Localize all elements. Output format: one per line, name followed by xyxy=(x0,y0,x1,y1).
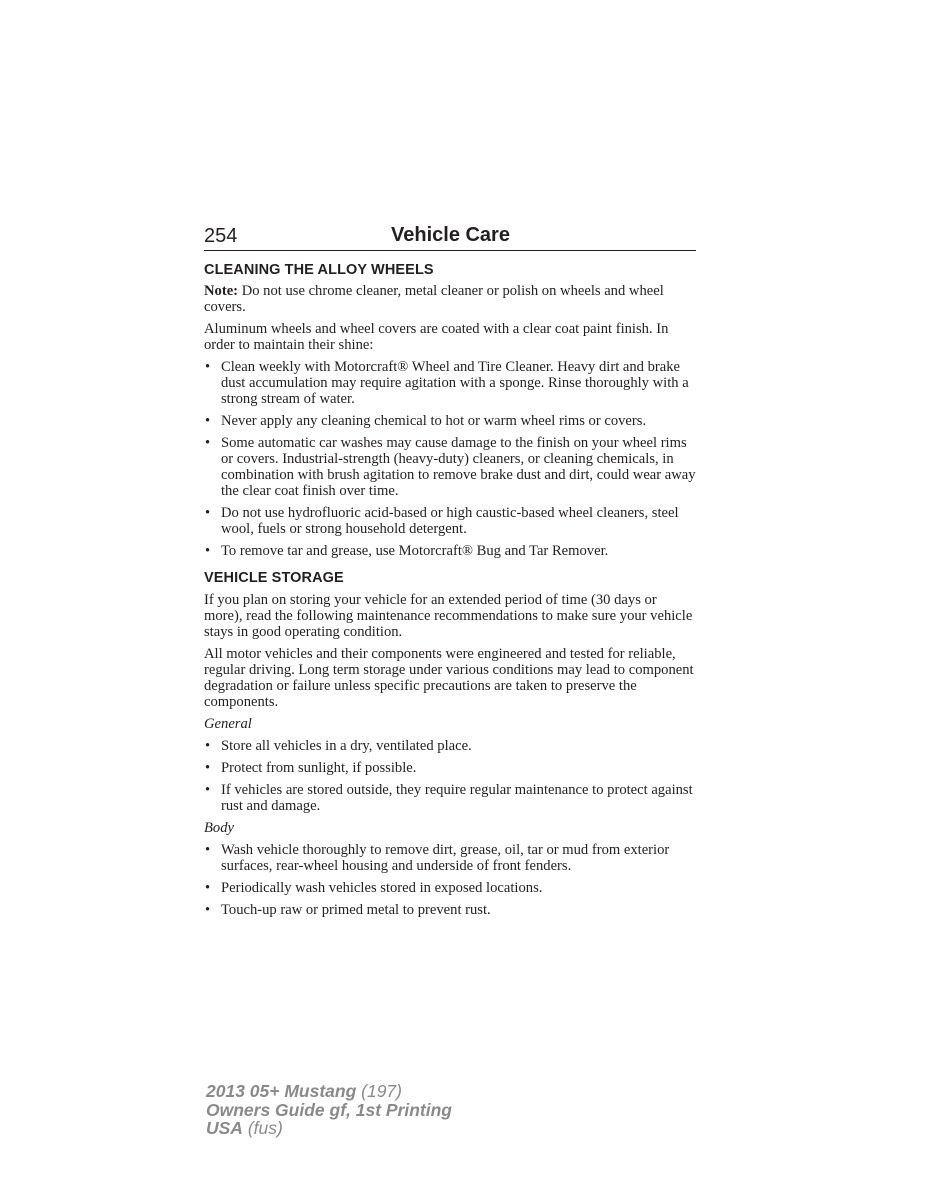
page-content xyxy=(204,261,696,924)
list-item: • To remove tar and grease, use Motorcraft® Bug and Tar Remover. xyxy=(205,543,609,559)
bullet-icon: • xyxy=(205,435,211,451)
bullet-icon: • xyxy=(205,902,211,918)
bullet-icon: • xyxy=(205,842,211,858)
bullet-icon: • xyxy=(205,413,211,429)
general-subheading: General xyxy=(204,716,252,732)
list-item: • Some automatic car washes may cause damage to the finish on your wheel rims or covers. Industrial-strength (heavy-duty) cleaners, or cleaning chemicals, in combination with brush agitation to remove brake dust and dirt, could wear away the clear coat finish over time. xyxy=(205,435,696,499)
cleaning-intro: Aluminum wheels and wheel covers are coated with a clear coat paint finish. In order to maintain their shine: xyxy=(204,321,669,353)
list-item: • If vehicles are stored outside, they require regular maintenance to protect against rust and damage. xyxy=(205,782,693,814)
cleaning-heading: CLEANING THE ALLOY WHEELS xyxy=(204,262,434,278)
cleaning-bullet-list xyxy=(204,359,696,559)
page-number: 254 xyxy=(204,225,238,247)
bullet-icon: • xyxy=(205,505,211,521)
bullet-icon: • xyxy=(205,543,211,559)
list-item: • Touch-up raw or primed metal to prevent rust. xyxy=(205,902,491,918)
storage-heading: VEHICLE STORAGE xyxy=(204,570,344,586)
note-text: Do not use chrome cleaner, metal cleaner or polish on wheels and wheel covers. xyxy=(204,283,664,315)
note-label: Note: xyxy=(204,283,239,299)
list-item: • Clean weekly with Motorcraft® Wheel and Tire Cleaner. Heavy dirt and brake dust accumulation may require agitation with a sponge. Rinse thoroughly with a strong stream of water. xyxy=(205,359,689,407)
bullet-icon: • xyxy=(205,880,211,896)
page-header xyxy=(204,222,696,251)
list-item: • Store all vehicles in a dry, ventilated place. xyxy=(205,738,472,754)
list-item: • Protect from sunlight, if possible. xyxy=(205,760,417,776)
bullet-icon: • xyxy=(205,738,211,754)
body-bullet-list xyxy=(204,842,696,918)
bullet-icon: • xyxy=(205,760,211,776)
body-subheading: Body xyxy=(204,820,234,836)
footer-line-2: Owners Guide gf, 1st Printing xyxy=(206,1099,452,1120)
footer-line-3: USA (fus) xyxy=(206,1118,283,1138)
storage-paragraph-1: If you plan on storing your vehicle for an extended period of time (30 days or more), read the following maintenance recommendations to make sure your vehicle stays in good operating condition. xyxy=(204,592,693,640)
bullet-icon: • xyxy=(205,359,211,375)
bullet-icon: • xyxy=(205,782,211,798)
section-title: Vehicle Care xyxy=(391,224,510,246)
footer-line-1: 2013 05+ Mustang (197) xyxy=(206,1081,402,1101)
cleaning-note xyxy=(204,283,696,315)
print-footer xyxy=(206,1082,452,1138)
storage-paragraph-2: All motor vehicles and their components were engineered and tested for reliable, regular driving. Long term storage under various conditions may lead to component degradation or failure unless specific precautions are taken to preserve the components. xyxy=(204,646,694,710)
list-item: • Never apply any cleaning chemical to hot or warm wheel rims or covers. xyxy=(205,413,647,429)
list-item: • Do not use hydrofluoric acid-based or high caustic-based wheel cleaners, steel wool, fuels or strong household detergent. xyxy=(205,505,679,537)
general-bullet-list xyxy=(204,738,696,814)
list-item: • Wash vehicle thoroughly to remove dirt, grease, oil, tar or mud from exterior surfaces, rear-wheel housing and underside of front fenders. xyxy=(205,842,670,874)
list-item: • Periodically wash vehicles stored in exposed locations. xyxy=(205,880,543,896)
